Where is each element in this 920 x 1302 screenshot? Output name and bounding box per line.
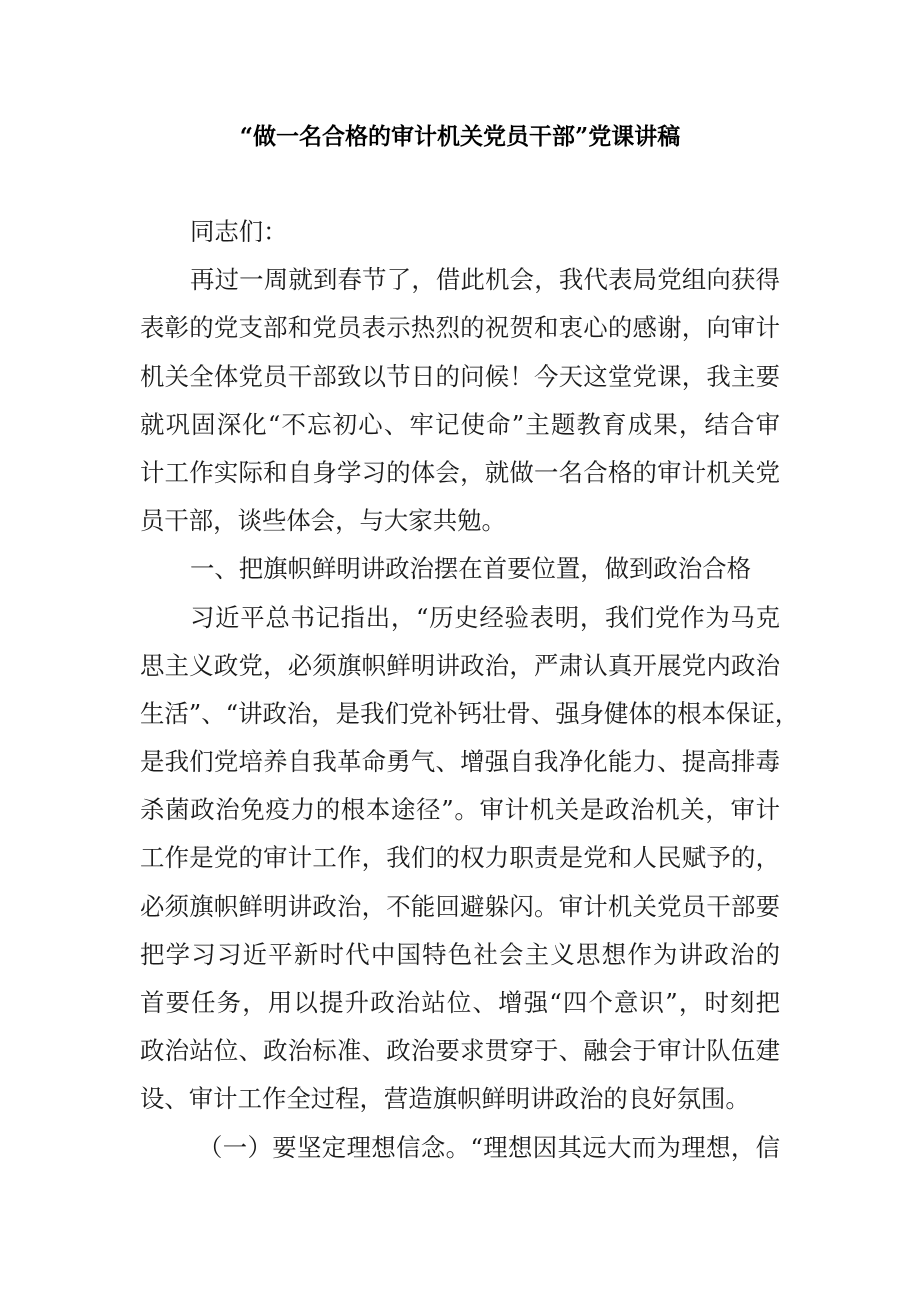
salutation: 同志们：: [190, 217, 288, 246]
paragraph-line: 工作是党的审计工作，我们的权力职责是党和人民赋予的，: [140, 843, 780, 873]
paragraph-line: 首要任务，用以提升政治站位、增强“四个意识”，时刻把: [140, 988, 780, 1017]
paragraph-line: 思主义政党，必须旗帜鲜明讲政治，严肃认真开展党内政治: [140, 650, 780, 680]
paragraph-line: 计工作实际和自身学习的体会，就做一名合格的审计机关党: [140, 457, 780, 487]
paragraph-line: 杀菌政治免疫力的根本途径”。审计机关是政治机关，审计: [140, 795, 780, 825]
document-body: [140, 208, 800, 1172]
paragraph-line: 把学习习近平新时代中国特色社会主义思想作为讲政治的: [140, 939, 780, 969]
paragraph-line: 必须旗帜鲜明讲政治，不能回避躲闪。审计机关党员干部要: [140, 891, 780, 921]
paragraph-line: 再过一周就到春节了，借此机会，我代表局党组向获得: [190, 265, 780, 295]
paragraph-line: 机关全体党员干部致以节日的问候！今天这堂党课，我主要: [140, 361, 780, 391]
paragraph-line: 习近平总书记指出，“历史经验表明，我们党作为马克: [190, 602, 780, 632]
section-heading: 一、把旗帜鲜明讲政治摆在首要位置，做到政治合格: [190, 554, 751, 584]
paragraph-line: 政治站位、政治标准、政治要求贯穿于、融会于审计队伍建: [140, 1036, 780, 1066]
document-title: “做一名合格的审计机关党员干部”党课讲稿: [239, 123, 681, 150]
paragraph-line: 表彰的党支部和党员表示热烈的祝贺和衷心的感谢，向审计: [140, 313, 780, 343]
subsection-heading: （一）要坚定理想信念。“理想因其远大而为理想，信: [198, 1132, 780, 1162]
paragraph-line: 设、审计工作全过程，营造旗帜鲜明讲政治的良好氛围。: [140, 1084, 750, 1114]
paragraph-line: 是我们党培养自我革命勇气、增强自我净化能力、提高排毒: [140, 747, 780, 777]
paragraph-line: 就巩固深化“不忘初心、牢记使命”主题教育成果，结合审: [140, 409, 780, 439]
paragraph-line: 员干部，谈些体会，与大家共勉。: [140, 506, 506, 536]
paragraph-line: 生活”、“讲政治，是我们党补钙壮骨、强身健体的根本保证，: [140, 698, 800, 728]
